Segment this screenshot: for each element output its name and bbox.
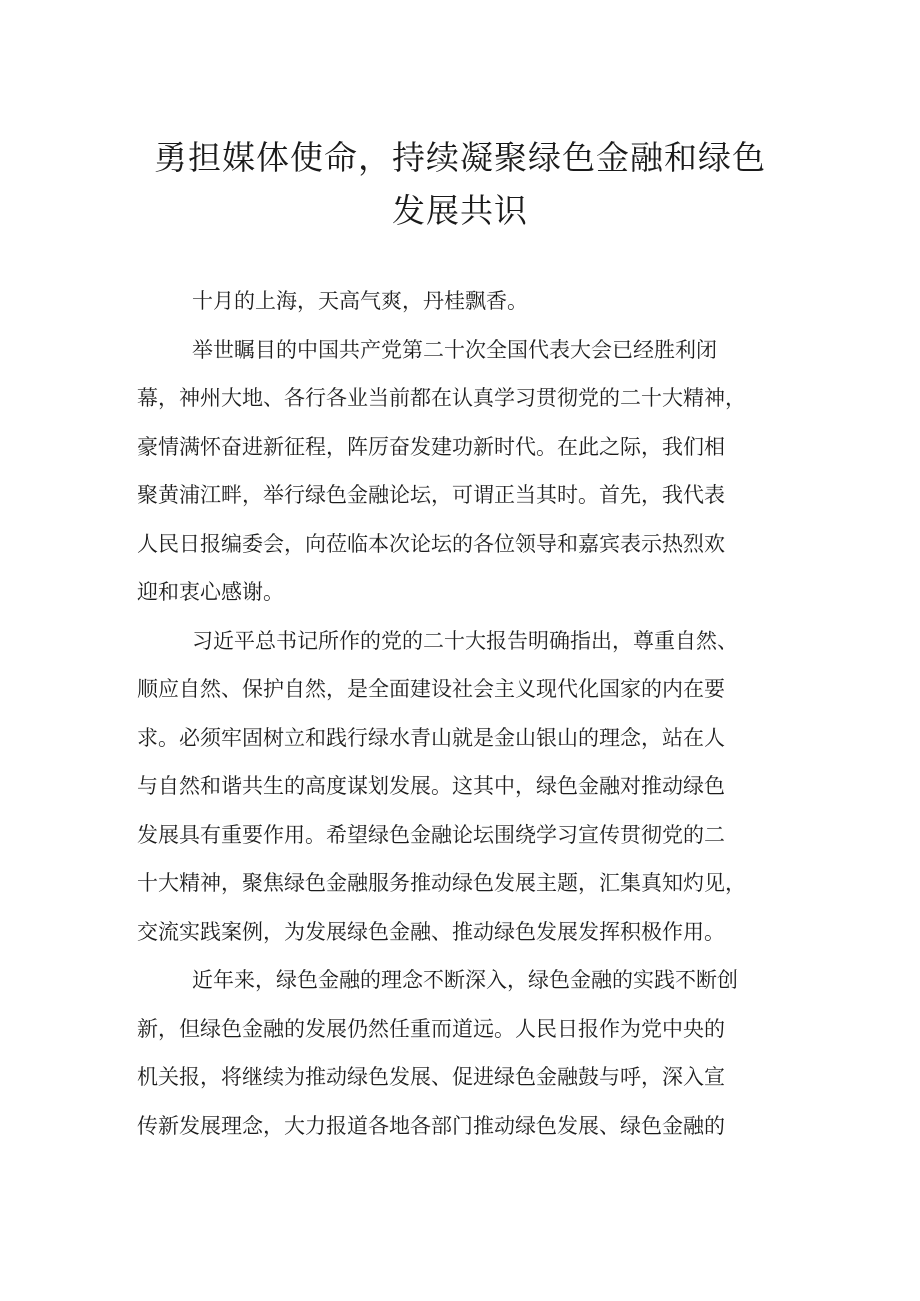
paragraph-line: 交流实践案例，为发展绿色金融、推动绿色发展发挥积极作用。	[137, 919, 725, 944]
title-line-1: 勇担媒体使命，持续凝聚绿色金融和绿色	[154, 138, 766, 177]
paragraph-line: 与自然和谐共生的高度谋划发展。这其中，绿色金融对推动绿色	[137, 774, 725, 798]
paragraph-line: 举世瞩目的中国共产党第二十次全国代表大会已经胜利闭	[192, 337, 717, 362]
article-body	[137, 277, 797, 1150]
paragraph-line: 迎和衷心感谢。	[137, 580, 284, 604]
paragraph-line: 发展具有重要作用。希望绿色金融论坛围绕学习宣传贯彻党的二	[137, 822, 725, 847]
paragraph-line: 习近平总书记所作的党的二十大报告明确指出，尊重自然、	[192, 628, 738, 653]
paragraph-line: 十大精神，聚焦绿色金融服务推动绿色发展主题，汇集真知灼见，	[137, 871, 746, 895]
paragraph-line: 幕，神州大地、各行各业当前都在认真学习贯彻党的二十大精神，	[137, 386, 746, 410]
paragraph-line: 豪情满怀奋进新征程，阵厉奋发建功新时代。在此之际，我们相	[137, 434, 725, 459]
paragraph-line: 机关报，将继续为推动绿色发展、促进绿色金融鼓与呼，深入宣	[137, 1065, 725, 1089]
paragraph-line: 人民日报编委会，向莅临本次论坛的各位领导和嘉宾表示热烈欢	[137, 531, 725, 556]
paragraph-line: 近年来，绿色金融的理念不断深入，绿色金融的实践不断创	[192, 968, 738, 992]
title-line-2: 发展共识	[392, 191, 528, 230]
paragraph-line: 新，但绿色金融的发展仍然任重而道远。人民日报作为党中央的	[137, 1016, 725, 1041]
paragraph-line: 顺应自然、保护自然，是全面建设社会主义现代化国家的内在要	[137, 677, 725, 701]
paragraph-line: 聚黄浦江畔，举行绿色金融论坛，可谓正当其时。首先，我代表	[137, 483, 725, 507]
paragraph-line: 求。必须牢固树立和践行绿水青山就是金山银山的理念，站在人	[137, 725, 725, 750]
paragraph-line: 十月的上海，天高气爽，丹桂飘香。	[192, 289, 528, 313]
paragraph-line: 传新发展理念，大力报道各地各部门推动绿色发展、绿色金融的	[137, 1113, 725, 1138]
